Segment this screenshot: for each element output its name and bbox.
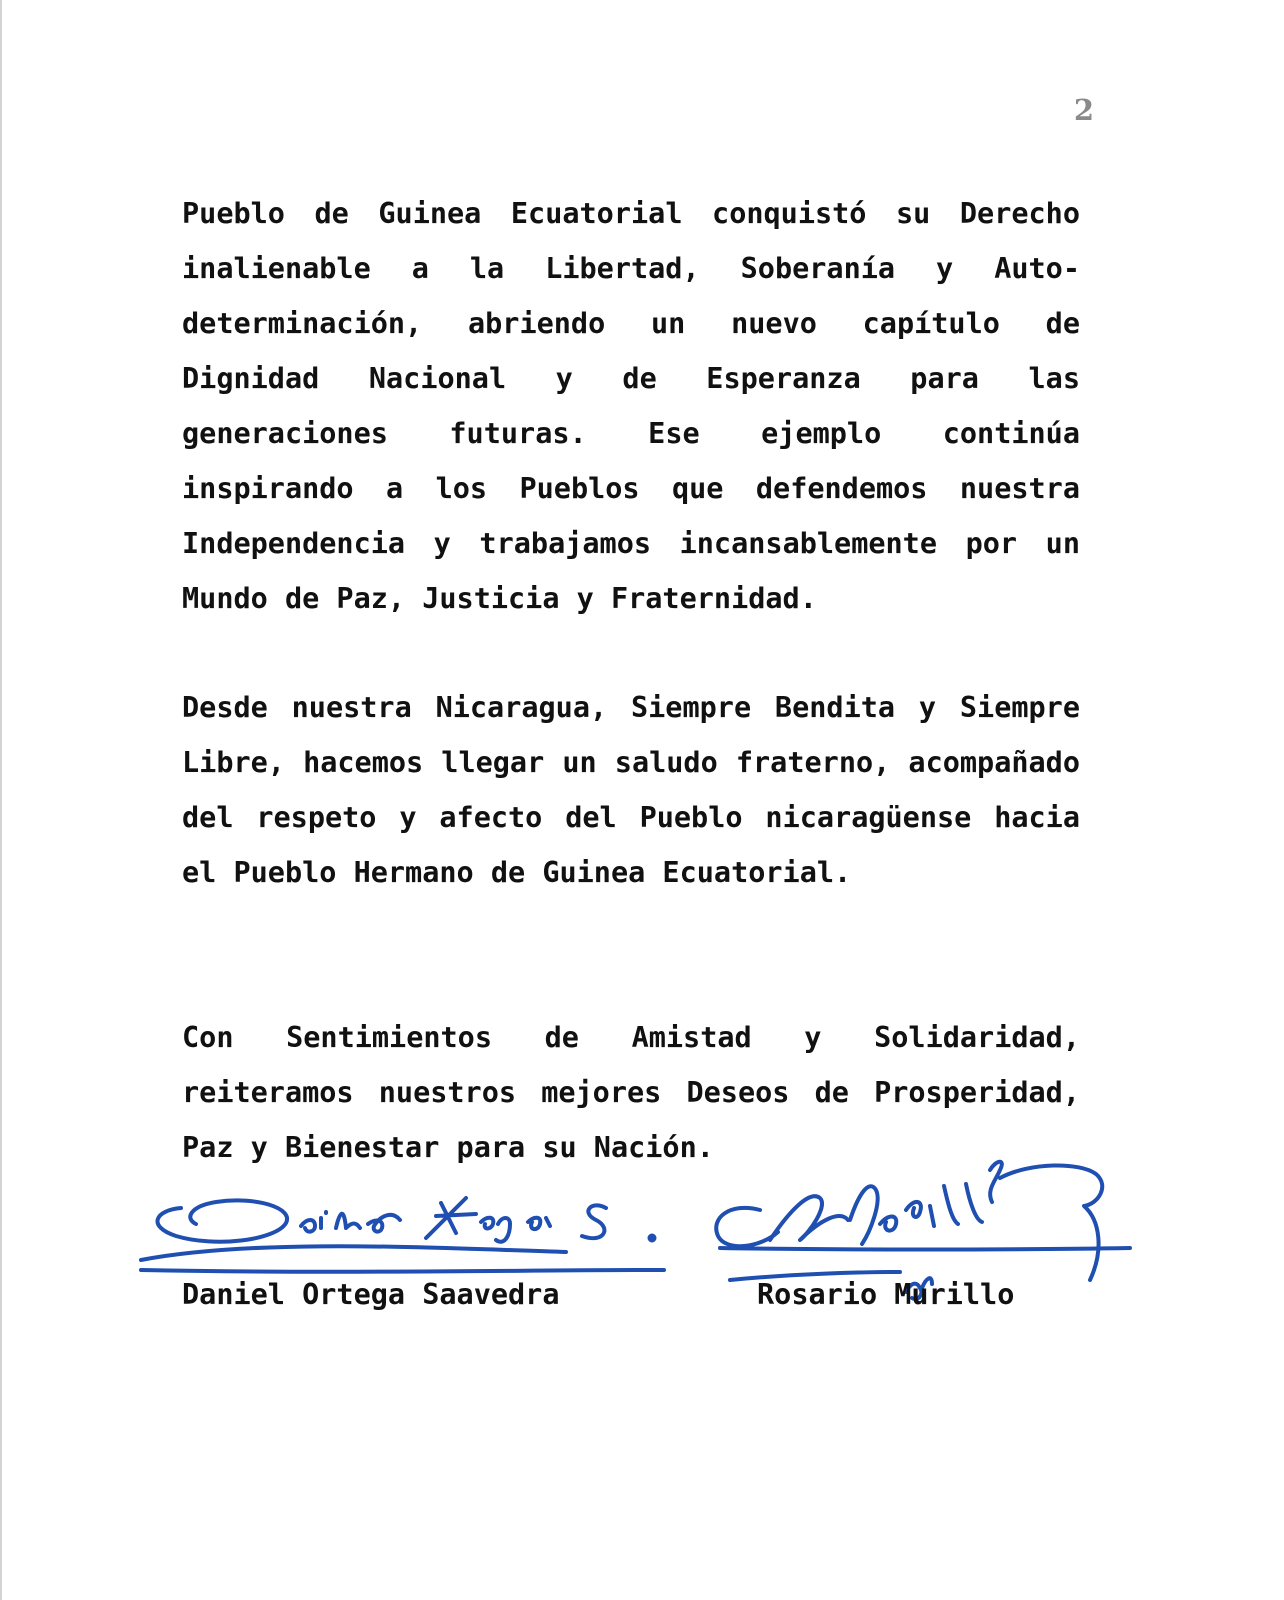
body-paragraph-3: Con Sentimientos de Amistad y Solidaridad, reiteramos nuestros mejores Deseos de Prosperidad, Paz y Bienestar para su Nación. bbox=[182, 1021, 1080, 1164]
page-number: 2 bbox=[1073, 93, 1094, 127]
signatory-name-murillo: Rosario Murillo bbox=[757, 1278, 1015, 1311]
signature-ortega bbox=[136, 1178, 676, 1278]
body-paragraph-2: Desde nuestra Nicaragua, Siempre Bendita y Siempre Libre, hacemos llegar un saludo fraterno, acompañado del respeto y afecto del Pueblo nicaragüense hacia el Pueblo Hermano de Guinea Ecuatorial. bbox=[182, 691, 1080, 889]
signatory-name-ortega: Daniel Ortega Saavedra bbox=[182, 1278, 560, 1311]
page-edge bbox=[0, 0, 2, 1600]
body-paragraph-1: Pueblo de Guinea Ecuatorial conquistó su Derecho inalienable a la Libertad, Soberanía y Auto-determinación, abriendo un nuevo capítulo de Dignidad Nacional y de Esperanza para las generaciones futuras. Ese ejemplo continúa inspirando a los Pueblos que defendemos nuestra Independencia y trabajamos incansablemente por un Mundo de Paz, Justicia y Fraternidad. bbox=[182, 197, 1080, 615]
